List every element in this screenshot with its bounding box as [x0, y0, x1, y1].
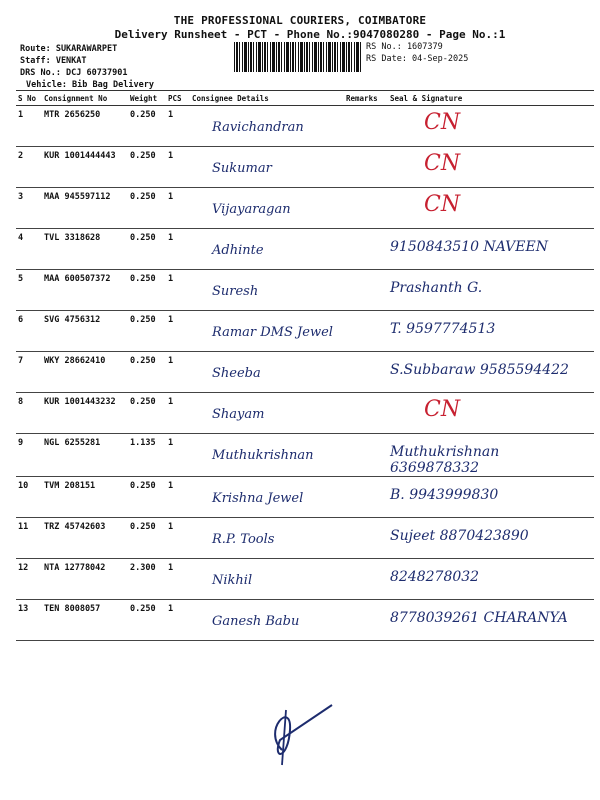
- consignee-cell: [190, 311, 344, 352]
- signature-text: Muthukrishnan 6369878332: [390, 444, 500, 476]
- remarks-cell: [344, 147, 388, 188]
- remarks-cell: [344, 518, 388, 559]
- weight-cell: 0.250: [128, 311, 166, 352]
- weight-cell: 0.250: [128, 106, 166, 147]
- sno-cell: 11: [16, 518, 42, 559]
- consignee-name: R.P. Tools: [212, 532, 275, 547]
- table-row: [16, 518, 594, 559]
- remarks-cell: [344, 393, 388, 434]
- consignment-cell: TVL 3318628: [42, 229, 128, 270]
- seal-cell: [388, 600, 594, 641]
- pcs-cell: 1: [166, 393, 190, 434]
- rs-date: RS Date: 04-Sep-2025: [366, 54, 469, 64]
- pcs-cell: 1: [166, 434, 190, 477]
- remarks-cell: [344, 477, 388, 518]
- signature-text: CN: [424, 151, 461, 176]
- signature-text: Prashanth G.: [390, 280, 483, 296]
- weight-cell: 0.250: [128, 477, 166, 518]
- barcode-icon: [234, 42, 362, 72]
- col-seal: Seal & Signature: [388, 91, 594, 106]
- pcs-cell: 1: [166, 352, 190, 393]
- remarks-cell: [344, 352, 388, 393]
- seal-cell: [388, 270, 594, 311]
- pcs-cell: 1: [166, 311, 190, 352]
- consignment-cell: MAA 600507372: [42, 270, 128, 311]
- sno-cell: 9: [16, 434, 42, 477]
- consignee-cell: [190, 106, 344, 147]
- pcs-cell: 1: [166, 600, 190, 641]
- signature-text: T. 9597774513: [390, 321, 496, 337]
- table-row: [16, 393, 594, 434]
- consignment-cell: KUR 1001443232: [42, 393, 128, 434]
- sno-cell: 2: [16, 147, 42, 188]
- signature-text: 9150843510 NAVEEN: [390, 239, 548, 255]
- consignee-cell: [190, 434, 344, 477]
- consignment-cell: SVG 4756312: [42, 311, 128, 352]
- pcs-cell: 1: [166, 229, 190, 270]
- consignee-cell: [190, 518, 344, 559]
- consignment-cell: MAA 945597112: [42, 188, 128, 229]
- consignment-cell: KUR 1001444443: [42, 147, 128, 188]
- drs-number: DRS No.: DCJ 60737901: [20, 68, 128, 78]
- remarks-cell: [344, 600, 388, 641]
- seal-cell: [388, 559, 594, 600]
- sno-cell: 5: [16, 270, 42, 311]
- consignee-cell: [190, 393, 344, 434]
- pcs-cell: 1: [166, 106, 190, 147]
- sno-cell: 1: [16, 106, 42, 147]
- seal-cell: [388, 477, 594, 518]
- table-row: [16, 600, 594, 641]
- signature-text: S.Subbaraw 9585594422: [390, 362, 569, 378]
- seal-cell: [388, 147, 594, 188]
- col-weight: Weight: [128, 91, 166, 106]
- seal-cell: [388, 352, 594, 393]
- handwritten-signature: [262, 690, 342, 770]
- seal-cell: [388, 518, 594, 559]
- remarks-cell: [344, 434, 388, 477]
- route-label: Route: SUKARAWARPET: [20, 44, 118, 54]
- consignee-name: Ramar DMS Jewel: [212, 325, 333, 340]
- consignee-cell: [190, 559, 344, 600]
- table-header-row: [16, 91, 594, 106]
- weight-cell: 0.250: [128, 147, 166, 188]
- seal-cell: [388, 229, 594, 270]
- signature-text: CN: [424, 110, 461, 135]
- company-title: THE PROFESSIONAL COURIERS, COIMBATORE: [173, 14, 427, 27]
- consignee-name: Adhinte: [212, 243, 264, 258]
- consignment-cell: WKY 28662410: [42, 352, 128, 393]
- vehicle-label: Vehicle: Bib Bag Delivery: [26, 80, 154, 90]
- col-sno: S No: [16, 91, 42, 106]
- table-row: [16, 147, 594, 188]
- sno-cell: 10: [16, 477, 42, 518]
- weight-cell: 2.300: [128, 559, 166, 600]
- weight-cell: 0.250: [128, 600, 166, 641]
- signature-text: 8248278032: [390, 569, 480, 585]
- weight-cell: 0.250: [128, 229, 166, 270]
- sno-cell: 8: [16, 393, 42, 434]
- consignment-cell: NTA 12778042: [42, 559, 128, 600]
- remarks-cell: [344, 311, 388, 352]
- sno-cell: 7: [16, 352, 42, 393]
- consignment-cell: TRZ 45742603: [42, 518, 128, 559]
- consignment-cell: MTR 2656250: [42, 106, 128, 147]
- remarks-cell: [344, 270, 388, 311]
- weight-cell: 1.135: [128, 434, 166, 477]
- runsheet-table: [16, 90, 594, 641]
- consignment-cell: NGL 6255281: [42, 434, 128, 477]
- pcs-cell: 1: [166, 188, 190, 229]
- sno-cell: 4: [16, 229, 42, 270]
- consignee-cell: [190, 147, 344, 188]
- staff-label: Staff: VENKAT: [20, 56, 87, 66]
- weight-cell: 0.250: [128, 352, 166, 393]
- consignee-name: Sheeba: [212, 366, 261, 381]
- table-row: [16, 188, 594, 229]
- consignee-cell: [190, 270, 344, 311]
- weight-cell: 0.250: [128, 518, 166, 559]
- sno-cell: 12: [16, 559, 42, 600]
- consignee-name: Ravichandran: [212, 120, 304, 135]
- consignee-cell: [190, 188, 344, 229]
- consignment-cell: TVM 208151: [42, 477, 128, 518]
- consignee-name: Vijayaragan: [212, 202, 291, 217]
- sno-cell: 6: [16, 311, 42, 352]
- table-row: [16, 477, 594, 518]
- runsheet-subtitle: Delivery Runsheet - PCT - Phone No.:9047080280 - Page No.:1: [114, 28, 506, 41]
- pcs-cell: 1: [166, 477, 190, 518]
- consignee-name: Ganesh Babu: [212, 614, 300, 629]
- signature-text: CN: [424, 397, 461, 422]
- consignee-cell: [190, 229, 344, 270]
- pcs-cell: 1: [166, 270, 190, 311]
- signature-text: Sujeet 8870423890: [390, 528, 529, 544]
- signature-text: 8778039261 CHARANYA: [390, 610, 568, 626]
- sno-cell: 3: [16, 188, 42, 229]
- remarks-cell: [344, 229, 388, 270]
- sno-cell: 13: [16, 600, 42, 641]
- table-row: [16, 270, 594, 311]
- col-remarks: Remarks: [344, 91, 388, 106]
- seal-cell: [388, 188, 594, 229]
- weight-cell: 0.250: [128, 393, 166, 434]
- col-consignment: Consignment No: [42, 91, 128, 106]
- consignee-name: Krishna Jewel: [212, 491, 304, 506]
- rs-number: RS No.: 1607379: [366, 42, 443, 52]
- table-row: [16, 311, 594, 352]
- table-row: [16, 229, 594, 270]
- pcs-cell: 1: [166, 147, 190, 188]
- table-row: [16, 559, 594, 600]
- consignee-name: Sukumar: [212, 161, 272, 176]
- consignee-cell: [190, 600, 344, 641]
- col-consignee: Consignee Details: [190, 91, 344, 106]
- col-pcs: PCS: [166, 91, 190, 106]
- consignment-cell: TEN 8008057: [42, 600, 128, 641]
- remarks-cell: [344, 188, 388, 229]
- seal-cell: [388, 393, 594, 434]
- consignee-name: Nikhil: [212, 573, 253, 588]
- seal-cell: [388, 311, 594, 352]
- pcs-cell: 1: [166, 518, 190, 559]
- consignee-name: Suresh: [212, 284, 259, 299]
- weight-cell: 0.250: [128, 270, 166, 311]
- table-row: [16, 434, 594, 477]
- seal-cell: [388, 434, 594, 477]
- table-row: [16, 352, 594, 393]
- consignee-cell: [190, 477, 344, 518]
- signature-text: CN: [424, 192, 461, 217]
- table-row: [16, 106, 594, 147]
- consignee-name: Shayam: [212, 407, 265, 422]
- seal-cell: [388, 106, 594, 147]
- consignee-cell: [190, 352, 344, 393]
- pcs-cell: 1: [166, 559, 190, 600]
- remarks-cell: [344, 106, 388, 147]
- consignee-name: Muthukrishnan: [212, 448, 314, 463]
- weight-cell: 0.250: [128, 188, 166, 229]
- signature-text: B. 9943999830: [390, 487, 499, 503]
- remarks-cell: [344, 559, 388, 600]
